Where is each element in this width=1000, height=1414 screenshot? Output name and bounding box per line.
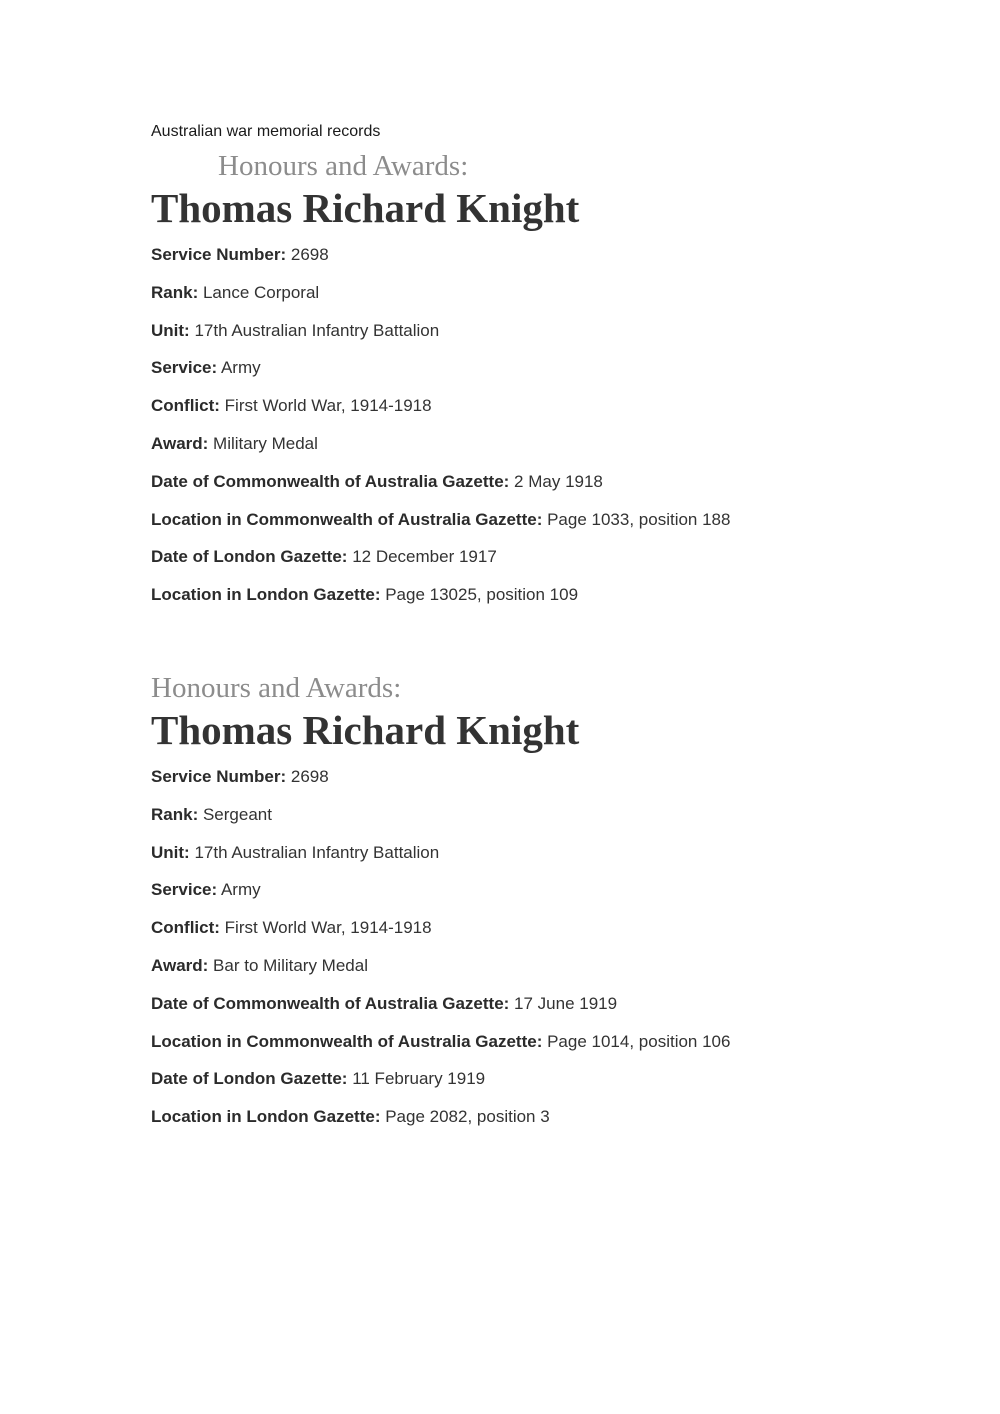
field-label: Location in Commonwealth of Australia Gazette:	[151, 509, 543, 529]
field-value: 2 May 1918	[514, 471, 603, 491]
field-value: First World War, 1914-1918	[224, 396, 432, 416]
field-label: Date of Commonwealth of Australia Gazette:	[151, 471, 510, 491]
field-cwa-gazette-date	[151, 471, 911, 509]
field-cwa-gazette-location	[151, 1031, 911, 1069]
field-label: Award:	[151, 955, 209, 975]
field-label: Rank:	[151, 282, 199, 302]
field-service	[151, 357, 911, 395]
field-value: Army	[220, 358, 261, 378]
field-value: Page 13025, position 109	[385, 585, 579, 605]
field-service	[151, 879, 911, 917]
field-unit	[151, 320, 911, 358]
record-fields	[151, 244, 911, 622]
field-value: Page 1033, position 188	[547, 509, 731, 529]
field-label: Location in London Gazette:	[151, 1107, 381, 1127]
field-label: Unit:	[151, 320, 190, 340]
field-london-gazette-date	[151, 546, 911, 584]
field-label: Conflict:	[151, 918, 220, 938]
document-title: Australian war memorial records	[151, 123, 381, 140]
field-award	[151, 955, 911, 993]
field-value: 17 June 1919	[514, 993, 618, 1013]
field-cwa-gazette-location	[151, 509, 911, 547]
field-label: Location in London Gazette:	[151, 585, 381, 605]
field-label: Service Number:	[151, 767, 287, 786]
field-label: Date of London Gazette:	[151, 547, 348, 567]
field-london-gazette-location	[151, 1106, 911, 1144]
field-value: 2698	[290, 767, 329, 786]
field-cwa-gazette-date	[151, 993, 911, 1031]
award-record-military-medal	[151, 146, 911, 622]
field-label: Service:	[151, 358, 218, 378]
field-label: Date of London Gazette:	[151, 1069, 348, 1089]
field-conflict	[151, 917, 911, 955]
field-value: Sergeant	[202, 804, 272, 824]
award-record-bar-to-military-medal	[151, 668, 911, 1144]
field-award	[151, 433, 911, 471]
record-name: Thomas Richard Knight	[151, 185, 580, 231]
record-name: Thomas Richard Knight	[151, 707, 580, 753]
field-value: 17th Australian Infantry Battalion	[194, 320, 440, 340]
field-label: Location in Commonwealth of Australia Gazette:	[151, 1031, 543, 1051]
field-rank	[151, 282, 911, 320]
field-label: Unit:	[151, 842, 190, 862]
field-value: Lance Corporal	[202, 282, 320, 302]
field-label: Service:	[151, 880, 218, 900]
field-value: Page 1014, position 106	[547, 1031, 731, 1051]
field-value: Military Medal	[213, 433, 318, 453]
field-london-gazette-location	[151, 584, 911, 622]
field-value: Bar to Military Medal	[213, 955, 368, 975]
field-label: Service Number:	[151, 245, 287, 264]
field-value: 11 February 1919	[352, 1069, 486, 1089]
field-value: Page 2082, position 3	[385, 1107, 550, 1127]
field-value: 2698	[290, 245, 329, 264]
field-label: Date of Commonwealth of Australia Gazette:	[151, 993, 510, 1013]
field-value: 12 December 1917	[352, 547, 497, 567]
field-london-gazette-date	[151, 1068, 911, 1106]
record-fields	[151, 766, 911, 1144]
record-kicker: Honours and Awards:	[218, 150, 469, 182]
field-label: Rank:	[151, 804, 199, 824]
field-value: Army	[220, 880, 261, 900]
record-kicker: Honours and Awards:	[151, 672, 402, 704]
field-value: 17th Australian Infantry Battalion	[194, 842, 440, 862]
field-service-number	[151, 766, 911, 804]
field-service-number	[151, 244, 911, 282]
field-unit	[151, 842, 911, 880]
field-rank	[151, 804, 911, 842]
field-label: Conflict:	[151, 396, 220, 416]
field-value: First World War, 1914-1918	[224, 918, 432, 938]
field-conflict	[151, 395, 911, 433]
field-label: Award:	[151, 433, 209, 453]
